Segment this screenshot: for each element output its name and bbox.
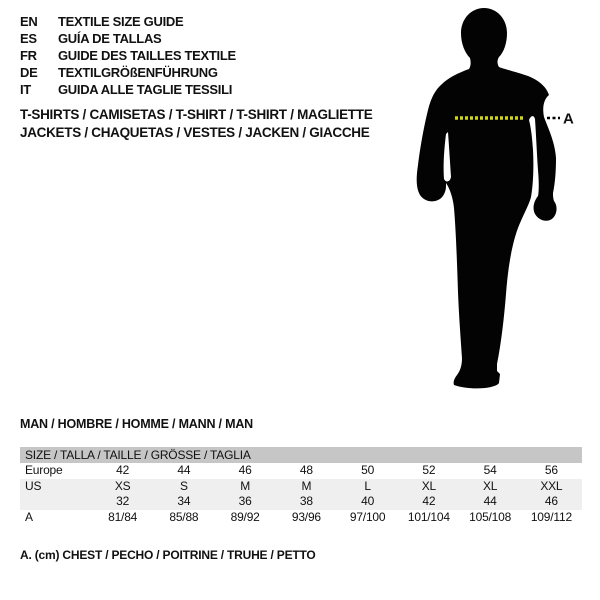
table-cell: 48 [299,463,313,477]
table-cell: 52 [422,463,436,477]
measurement-footnote: A. (cm) CHEST / PECHO / POITRINE / TRUHE / PETTO [20,548,316,562]
table-cell: 93/96 [291,509,321,524]
category-tshirts: T-SHIRTS / CAMISETAS / T-SHIRT / T-SHIRT / MAGLIETTE [20,107,373,122]
table-cell: XS [114,478,131,493]
lang-code: IT [20,82,31,97]
garment-categories [20,106,372,142]
lang-row-en [20,13,236,30]
category-jackets: JACKETS / CHAQUETAS / VESTES / JACKEN / GIACCHE [20,125,370,140]
table-cell: 105/108 [469,509,512,524]
size-table-header: SIZE / TALLA / TAILLE / GRÖSSE / TAGLIA [20,447,582,463]
language-title-list [20,13,236,98]
table-cell: XL [421,478,437,493]
row-label: A [25,509,33,524]
table-cell: 54 [483,463,497,477]
lang-title: GUÍA DE TALLAS [58,31,162,46]
row-label [20,494,92,510]
table-cell: 38 [299,494,313,508]
table-row-europe [20,463,582,479]
table-cell: 46 [544,494,558,508]
lang-title: GUIDE DES TAILLES TEXTILE [58,48,236,63]
row-label: Europe [25,463,63,477]
table-cell: XXL [540,478,563,493]
table-cell: XL [482,478,498,493]
lang-code: ES [20,31,37,46]
lang-code: EN [20,14,38,29]
table-cell: 85/88 [169,509,199,524]
table-row-numeric [20,494,582,510]
table-cell: 42 [422,494,436,508]
table-row-us [20,479,582,495]
table-cell: 36 [238,494,252,508]
lang-row-fr [20,47,236,64]
lang-code: FR [20,48,37,63]
table-cell: 50 [361,463,375,477]
table-cell: S [179,478,188,493]
table-cell: 34 [177,494,191,508]
measure-label-a: A [563,110,574,128]
lang-title: TEXTILE SIZE GUIDE [58,14,184,29]
table-cell: 42 [116,463,130,477]
table-cell: 89/92 [230,509,260,524]
lang-row-de [20,64,236,81]
row-label: US [25,478,42,493]
size-table [20,447,582,525]
table-cell: M [301,478,312,493]
table-cell: 101/104 [407,509,450,524]
table-cell: M [240,478,251,493]
lang-code: DE [20,65,38,80]
lang-row-it [20,81,236,98]
table-cell: 32 [116,494,130,508]
table-cell: 97/100 [349,509,386,524]
table-cell: 40 [361,494,375,508]
table-cell: 44 [483,494,497,508]
table-cell: L [364,478,371,493]
table-cell: 44 [177,463,191,477]
lang-title: GUIDA ALLE TAGLIE TESSILI [58,82,233,97]
man-silhouette [417,8,557,388]
man-silhouette-figure [400,0,600,400]
table-cell: 56 [544,463,558,477]
table-cell: 46 [238,463,252,477]
section-title-man: MAN / HOMBRE / HOMME / MANN / MAN [20,417,253,431]
table-row-chest-a [20,510,582,526]
table-cell: 109/112 [530,509,572,524]
lang-row-es [20,30,236,47]
lang-title: TEXTILGRÖßENFÜHRUNG [58,65,218,80]
table-cell: 81/84 [108,509,138,524]
